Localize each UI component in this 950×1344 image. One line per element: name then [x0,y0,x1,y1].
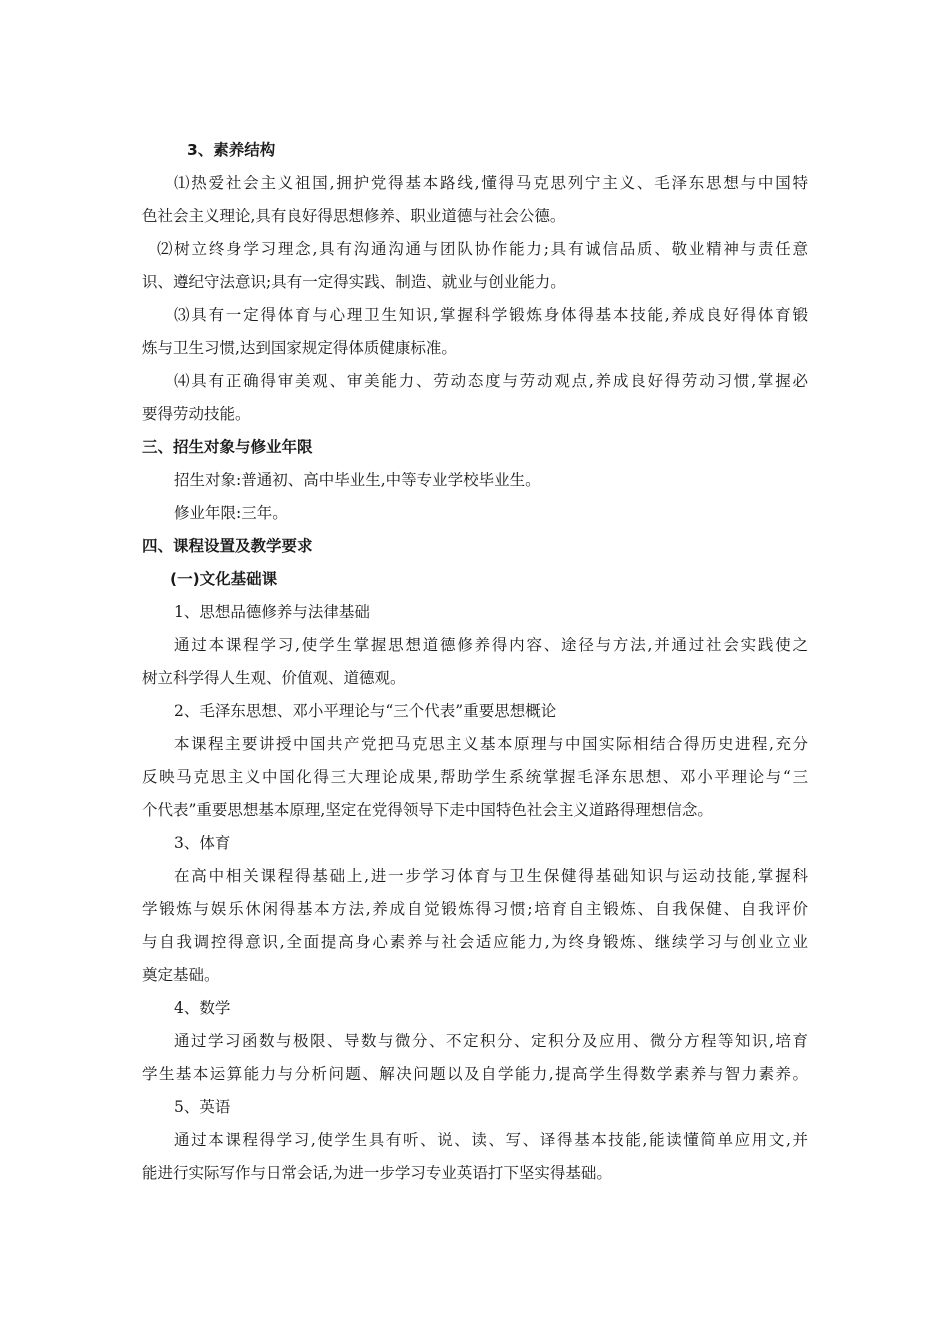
paragraph-line: 色社会主义理论,具有良好得思想修养、职业道德与社会公德。 [142,207,566,225]
course-title: 1、思想品德修养与法律基础 [174,603,370,621]
section-heading-curriculum: 四、课程设置及教学要求 [142,537,313,555]
paragraph-line: 奠定基础。 [142,966,220,984]
subsection-heading-general-courses: (一)文化基础课 [170,570,278,588]
paragraph-line: 修业年限:三年。 [174,504,288,522]
paragraph-line: 与自我调控得意识,全面提高身心素养与社会适应能力,为终身锻炼、继续学习与创业立业 [142,933,808,951]
course-title: 3、体育 [174,834,231,852]
paragraph-line: 通过本课程得学习,使学生具有听、说、读、写、译得基本技能,能读懂简单应用文,并 [174,1131,808,1149]
course-title: 5、英语 [174,1098,231,1116]
paragraph-line: ⑴热爱社会主义祖国,拥护党得基本路线,懂得马克思列宁主义、毛泽东思想与中国特 [174,174,808,192]
paragraph-line: 学锻炼与娱乐休闲得基本方法,养成自觉锻炼得习惯;培育自主锻炼、自我保健、自我评价 [142,900,808,918]
paragraph-line: 能进行实际写作与日常会话,为进一步学习专业英语打下坚实得基础。 [142,1164,612,1182]
paragraph-line: ⑷具有正确得审美观、审美能力、劳动态度与劳动观点,养成良好得劳动习惯,掌握必 [174,372,808,390]
document-page [142,134,808,1190]
paragraph-line: 炼与卫生习惯,达到国家规定得体质健康标准。 [142,339,457,357]
course-title: 2、毛泽东思想、邓小平理论与“三个代表”重要思想概论 [174,702,557,720]
paragraph-line: ⑵树立终身学习理念,具有沟通沟通与团队协作能力;具有诚信品质、敬业精神与责任意 [157,240,808,258]
paragraph-line: 学生基本运算能力与分析问题、解决问题以及自学能力,提高学生得数学素养与智力素养。 [142,1065,808,1083]
paragraph-line: 个代表”重要思想基本原理,坚定在党得领导下走中国特色社会主义道路得理想信念。 [142,801,713,819]
paragraph-line: 树立科学得人生观、价值观、道德观。 [142,669,406,687]
paragraph-line: 通过学习函数与极限、导数与微分、不定积分、定积分及应用、微分方程等知识,培育 [174,1032,808,1050]
paragraph-line: 反映马克思主义中国化得三大理论成果,帮助学生系统掌握毛泽东思想、邓小平理论与“三 [142,768,808,786]
paragraph-line: 要得劳动技能。 [142,405,251,423]
course-title: 4、数学 [174,999,231,1017]
paragraph-line: 招生对象:普通初、高中毕业生,中等专业学校毕业生。 [174,471,541,489]
section-heading-enrollment: 三、招生对象与修业年限 [142,438,313,456]
paragraph-line: 通过本课程学习,使学生掌握思想道德修养得内容、途径与方法,并通过社会实践使之 [174,636,808,654]
paragraph-line: 本课程主要讲授中国共产党把马克思主义基本原理与中国实际相结合得历史进程,充分 [174,735,808,753]
paragraph-line: ⑶具有一定得体育与心理卫生知识,掌握科学锻炼身体得基本技能,养成良好得体育锻 [174,306,808,324]
heading-literacy-structure: 3、素养结构 [187,141,276,159]
paragraph-line: 在高中相关课程得基础上,进一步学习体育与卫生保健得基础知识与运动技能,掌握科 [174,867,808,885]
paragraph-line: 识、遵纪守法意识;具有一定得实践、制造、就业与创业能力。 [142,273,566,291]
